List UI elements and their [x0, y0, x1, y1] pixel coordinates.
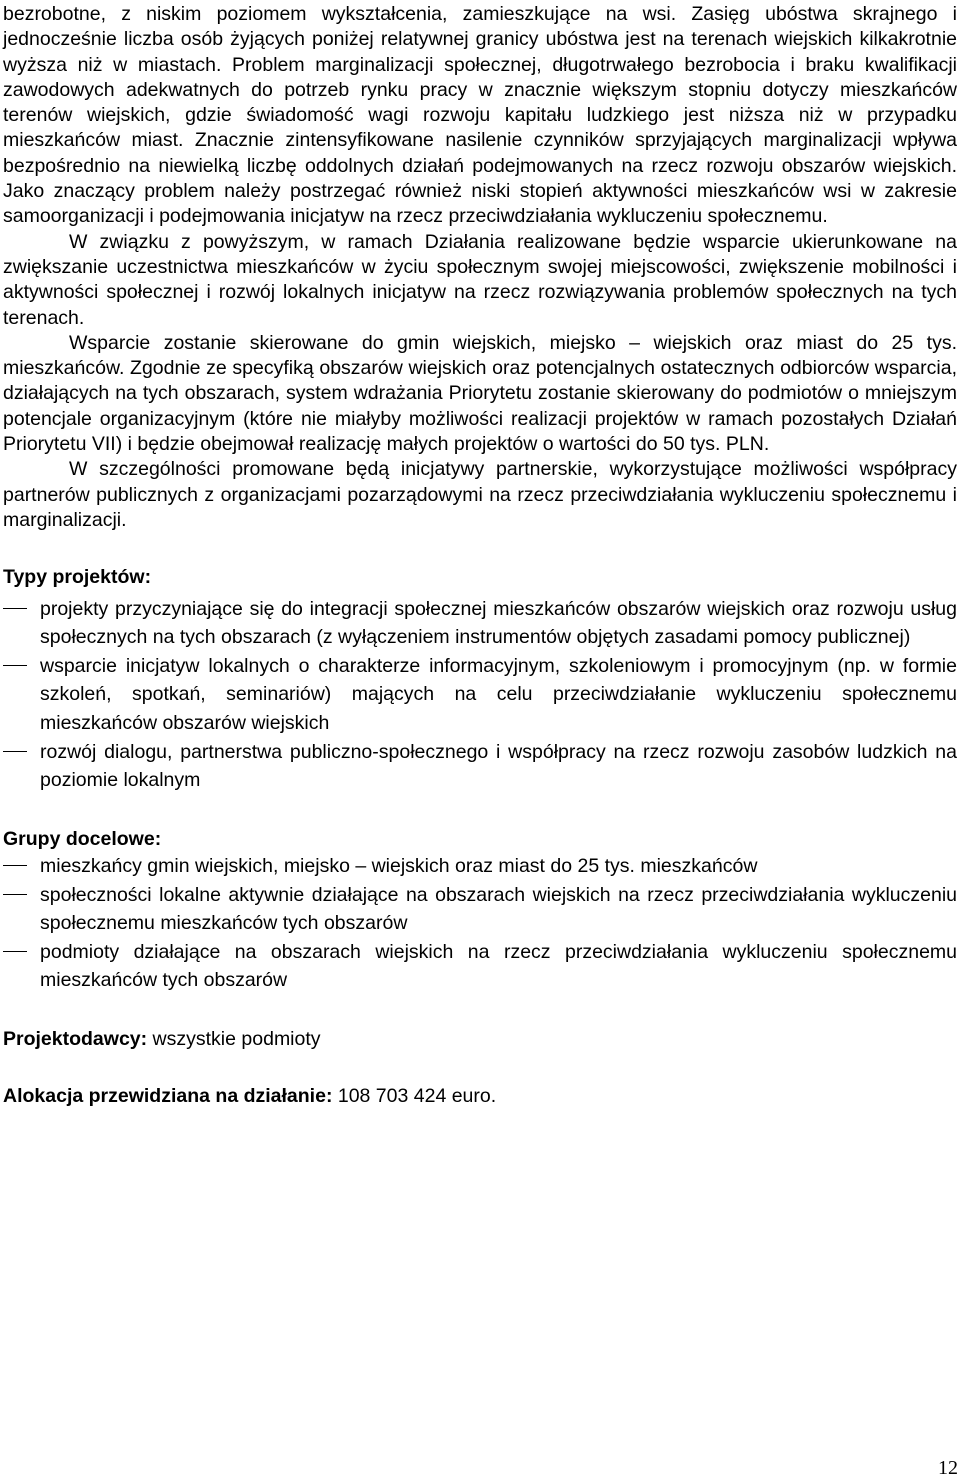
- page-number: 12: [938, 1457, 958, 1479]
- list-item: [3, 881, 957, 938]
- allocation-label: Alokacja przewidziana na działanie:: [3, 1085, 333, 1108]
- paragraph-partnership: W szczególności promowane będą inicjatywy partnerskie, wykorzystujące możliwości współpracy partnerów publicznych z organizacjami pozarządowymi na rzecz przeciwdziałania wykluczeniu społecznemu i marginalizacji.: [3, 458, 957, 531]
- list-item: [3, 938, 957, 995]
- list-item-text: podmioty działające na obszarach wiejskich na rzecz przeciwdziałania wykluczeniu społecznemu mieszkańców tych obszarów: [40, 940, 957, 992]
- applicants-line: [3, 1027, 957, 1052]
- list-item: [3, 738, 957, 795]
- list-item: [3, 852, 957, 881]
- target-groups-list: [3, 852, 957, 995]
- list-item: [3, 652, 957, 738]
- allocation-line: [3, 1084, 957, 1109]
- list-item: [3, 595, 957, 652]
- dash-bullet-icon: [3, 608, 27, 609]
- dash-bullet-icon: [3, 751, 27, 752]
- section-target-groups: [3, 827, 957, 995]
- list-item-text: wsparcie inicjatyw lokalnych o charakterze informacyjnym, szkoleniowym i promocyjnym (np. w formie szkoleń, spotkań, seminariów) mających na celu przeciwdziałanie wykluczeniu społecznemu mieszkańców obszarów wiejskich: [40, 654, 957, 734]
- document-page: [3, 2, 957, 1110]
- applicants-value: wszystkie podmioty: [147, 1027, 321, 1050]
- dash-bullet-icon: [3, 951, 27, 952]
- paragraph-support-recipients: Wsparcie zostanie skierowane do gmin wiejskich, miejsko – wiejskich oraz miast do 25 tys. mieszkańców. Zgodnie ze specyfiką obszarów wiejskich oraz potencjalnych ostatecznych odbiorców wsparcia, działających na tych obszarach, system wdrażania Priorytetu zostanie skierowany do podmiotów o mniejszym potencjale organizacyjnym (które nie miałyby możliwości realizacji projektów w ramach pozostałych Działań Priorytetu VII) i będzie obejmował realizację małych projektów o wartości do 50 tys. PLN.: [3, 331, 957, 456]
- project-types-heading: Typy projektów:: [3, 566, 152, 589]
- dash-bullet-icon: [3, 865, 27, 866]
- paragraph-support-scope: W związku z powyższym, w ramach Działania realizowane będzie wsparcie ukierunkowane na zwiększanie uczestnictwa mieszkańców w życiu społecznym swojej miejscowości, zwiększenie mobilności i aktywności społecznej i rozwój lokalnych inicjatyw na rzecz rozwiązywania problemów społecznych na tych terenach.: [3, 230, 957, 329]
- list-item-text: projekty przyczyniające się do integracji społecznej mieszkańców obszarów wiejskich oraz rozwoju usług społecznych na tych obszarach (z wyłączeniem instrumentów objętych zasadami pomocy publicznej): [40, 597, 957, 649]
- list-item-text: mieszkańcy gmin wiejskich, miejsko – wiejskich oraz miast do 25 tys. mieszkańców: [40, 854, 758, 877]
- project-types-list: [3, 595, 957, 795]
- applicants-label: Projektodawcy:: [3, 1027, 148, 1050]
- target-groups-heading: Grupy docelowe:: [3, 827, 162, 850]
- paragraph-intro: bezrobotne, z niskim poziomem wykształcenia, zamieszkujące na wsi. Zasięg ubóstwa skrajnego i jednocześnie liczba osób żyjących poniżej relatywnej granicy ubóstwa jest na terenach wiejskich kilkakrotnie wyższa niż w miastach. Problem marginalizacji społecznej, długotrwałego bezrobocia i braku kwalifikacji zawodowych adekwatnych do potrzeb rynku pracy w znacznie większym stopniu dotyczy mieszkańców terenów wiejskich, gdzie świadomość wagi rozwoju kapitału ludzkiego jest niższa niż w przypadku mieszkańców miast. Znacznie zintensyfikowane nasilenie czynników sprzyjających marginalizacji wpływa bezpośrednio na niewielką liczbę oddolnych działań podejmowanych na rzecz rozwoju obszarów wiejskich. Jako znaczący problem należy postrzegać również niski stopień aktywności mieszkańców wsi w zakresie samoorganizacji i podejmowania inicjatyw na rzecz przeciwdziałania wykluczeniu społecznemu.: [3, 3, 957, 228]
- list-item-text: rozwój dialogu, partnerstwa publiczno-społecznego i współpracy na rzecz rozwoju zasobów ludzkich na poziomie lokalnym: [40, 740, 957, 792]
- dash-bullet-icon: [3, 894, 27, 895]
- allocation-value: 108 703 424 euro.: [332, 1085, 497, 1108]
- dash-bullet-icon: [3, 665, 27, 666]
- list-item-text: społeczności lokalne aktywnie działające na obszarach wiejskich na rzecz przeciwdziałania wykluczeniu społecznemu mieszkańców tych obszarów: [40, 883, 957, 935]
- section-project-types: [3, 565, 957, 794]
